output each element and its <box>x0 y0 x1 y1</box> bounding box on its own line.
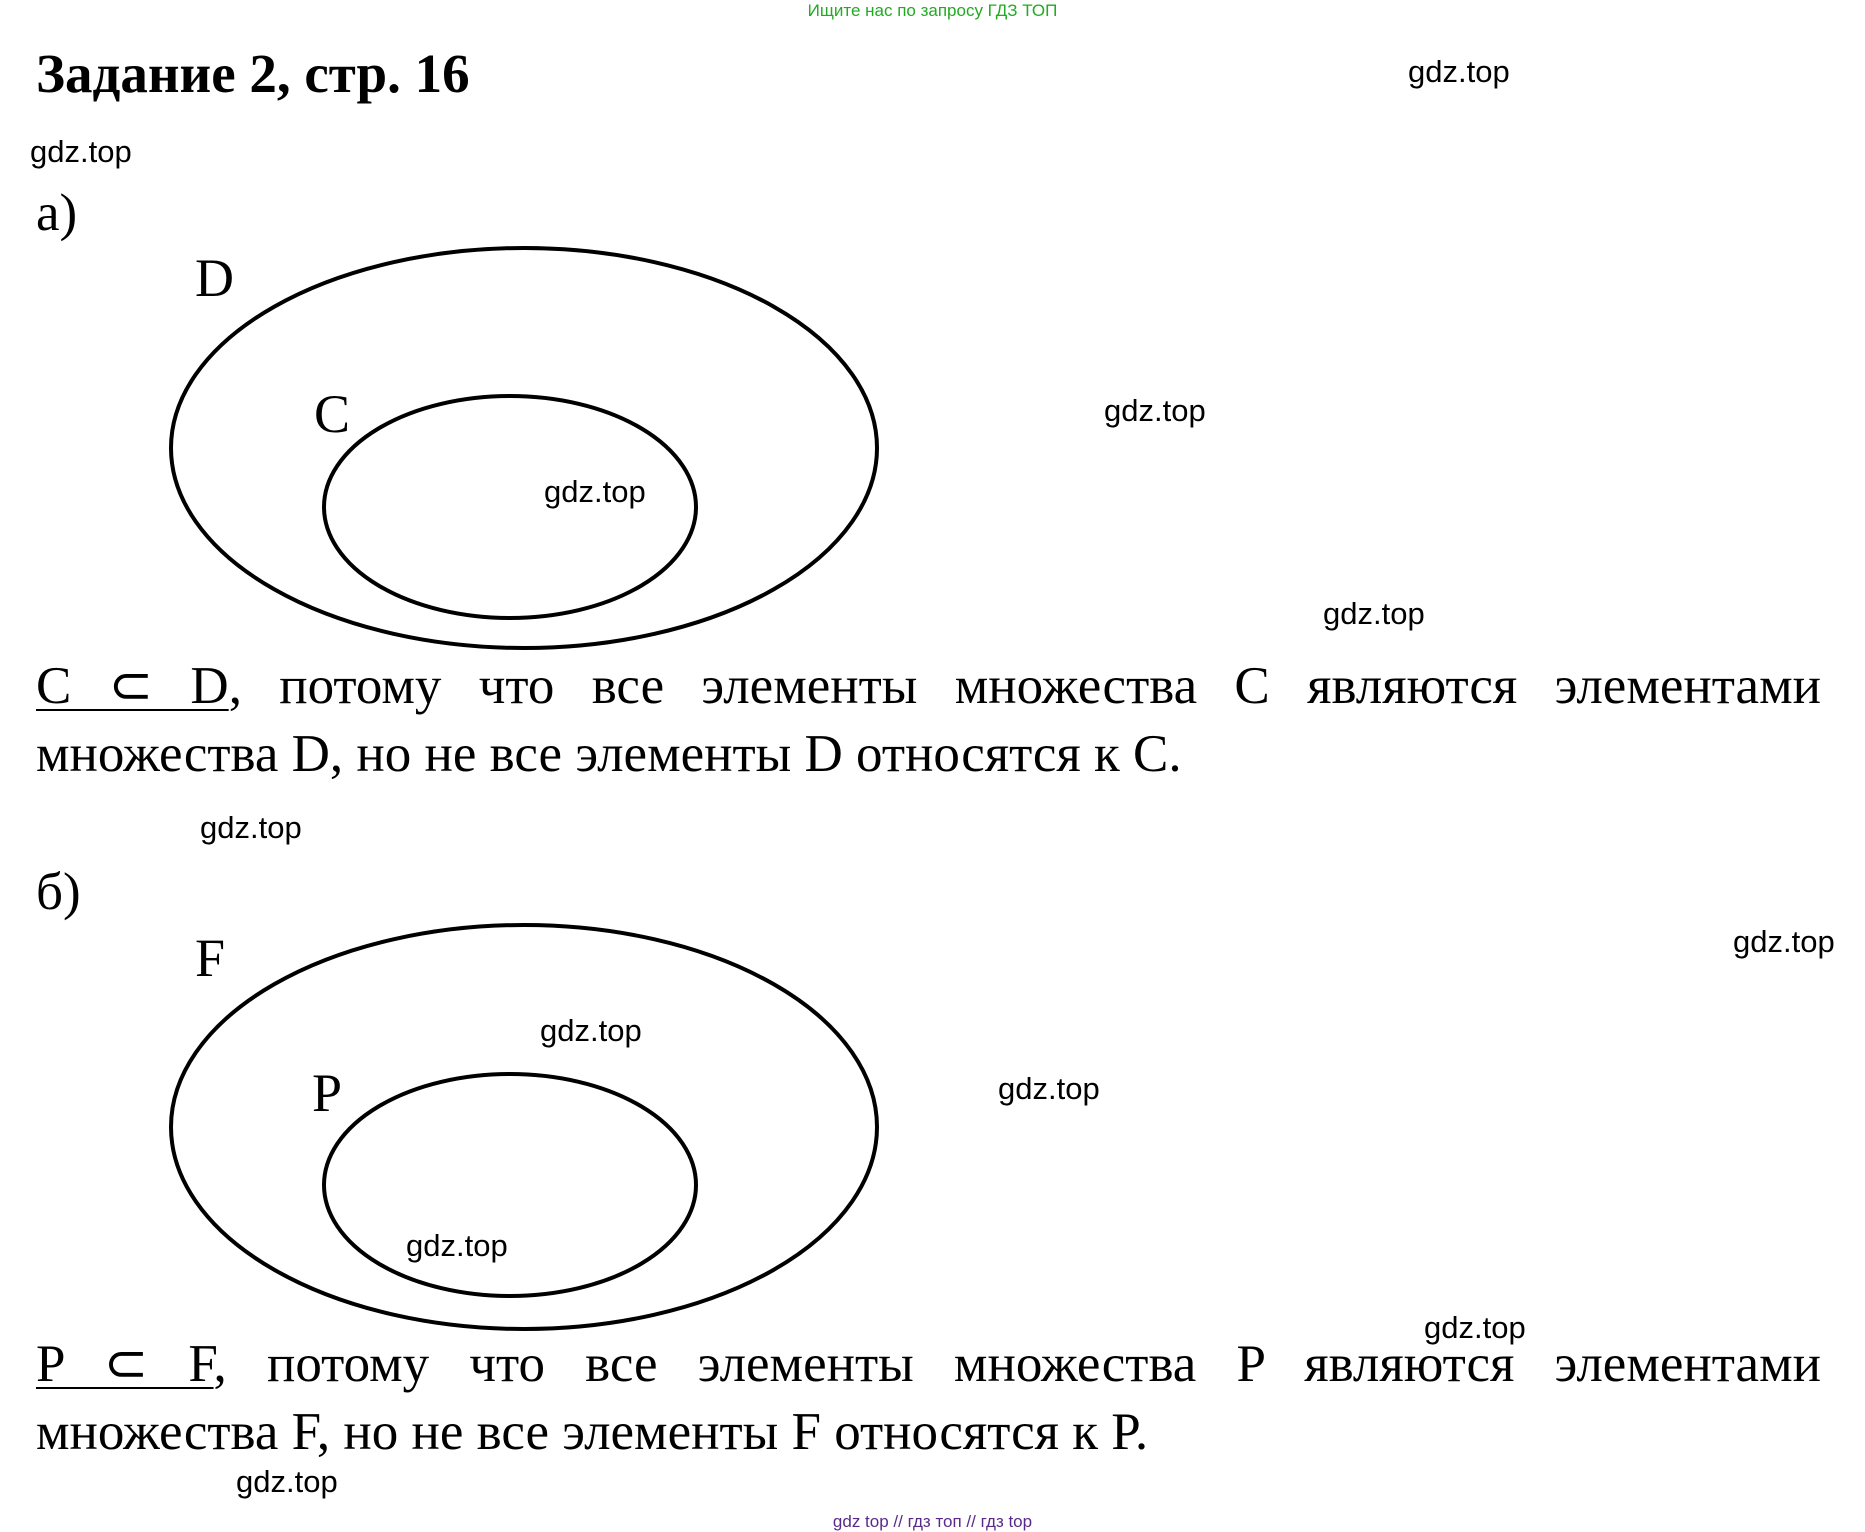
part-a-explanation <box>36 652 1821 788</box>
watermark: gdz.top <box>30 134 132 169</box>
watermark: gdz.top <box>544 474 646 509</box>
watermark: gdz.top <box>200 810 302 845</box>
part-b-explanation <box>36 1330 1821 1466</box>
set-c-ellipse <box>324 396 696 618</box>
explanation-b-line1: , потому что все элементы множества P являются элементами <box>213 1335 1821 1393</box>
watermark: gdz.top <box>406 1228 508 1263</box>
set-d-ellipse <box>171 248 877 648</box>
top-banner[interactable]: Ищите нас по запросу ГДЗ ТОП <box>807 1 1058 20</box>
set-c-label: C <box>314 384 351 444</box>
page-title: Задание 2, стр. 16 <box>36 43 470 104</box>
watermark: gdz.top <box>540 1013 642 1048</box>
set-f-ellipse <box>171 925 877 1329</box>
set-d-label: D <box>195 248 234 308</box>
part-a-label: а) <box>36 184 78 242</box>
watermark: gdz.top <box>998 1071 1100 1106</box>
subset-statement-b: P ⊂ F <box>36 1335 214 1393</box>
watermark: gdz.top <box>1408 54 1510 89</box>
subset-statement-a: C ⊂ D <box>36 657 229 715</box>
watermark: gdz.top <box>1104 393 1206 428</box>
watermark: gdz.top <box>1323 596 1425 631</box>
watermark: gdz.top <box>1733 924 1835 959</box>
watermark: gdz.top <box>236 1464 338 1499</box>
set-f-label: F <box>195 928 226 988</box>
part-b-label: б) <box>36 863 81 921</box>
watermark: gdz.top <box>1424 1310 1526 1345</box>
footer-links[interactable]: gdz top // гдз топ // гдз top <box>832 1512 1033 1531</box>
set-p-ellipse <box>324 1074 696 1296</box>
explanation-a-line2: множества D, но не все элементы D относятся к C. <box>36 725 1182 783</box>
explanation-b-line2: множества F, но не все элементы F относятся к P. <box>36 1403 1149 1461</box>
set-p-label: P <box>312 1063 343 1123</box>
explanation-a-line1: , потому что все элементы множества C являются элементами <box>228 657 1821 715</box>
